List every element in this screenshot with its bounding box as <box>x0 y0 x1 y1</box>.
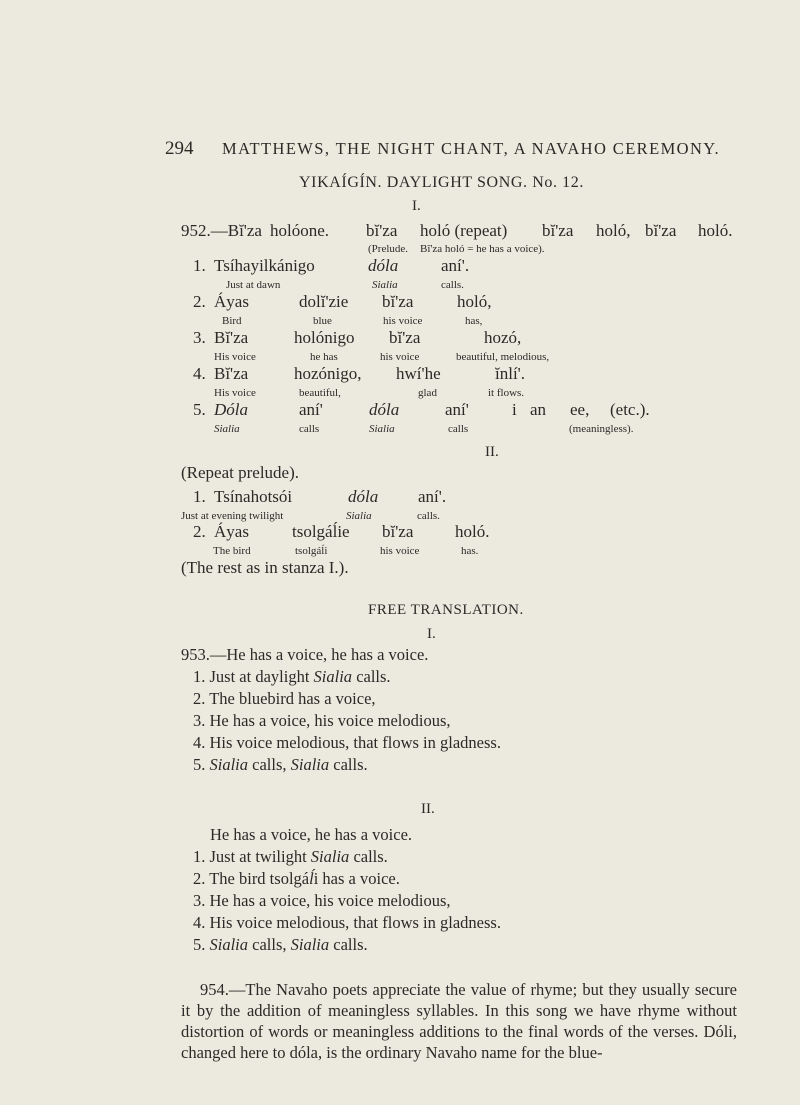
navaho-word: Bĭ'za <box>214 364 249 383</box>
navaho-word: holó. <box>455 522 490 541</box>
translation-line: 2. The bird tsolgáĺi has a voice. <box>193 869 400 888</box>
gloss-word: Sialia <box>369 423 395 435</box>
prelude-word: 952.—Bĭ'za <box>181 221 262 240</box>
gloss-word: (meaningless). <box>569 423 634 435</box>
gloss-word: The bird <box>213 545 251 557</box>
navaho-word: bĭ'za <box>382 522 414 541</box>
repeat-prelude-note: (Repeat prelude). <box>181 463 299 482</box>
line-number: 3. <box>193 328 206 347</box>
navaho-word: hozónigo, <box>294 364 362 383</box>
translation-line: 2. The bluebird has a voice, <box>193 689 376 708</box>
translation-line: 953.—He has a voice, he has a voice. <box>181 645 429 664</box>
gloss-word: calls <box>299 423 320 435</box>
gloss-word: calls. <box>441 279 464 291</box>
prelude-word: holó (repeat) <box>420 221 508 240</box>
page-number: 294 <box>165 138 194 159</box>
translation-line: 1. Just at daylight Sialia calls. <box>193 667 391 686</box>
gloss-word: has, <box>465 315 483 327</box>
navaho-word: aní' <box>445 400 469 419</box>
gloss-word: beautiful, melodious, <box>456 351 550 363</box>
line-number: 1. <box>193 256 206 275</box>
navaho-word: bĭ'za <box>389 328 421 347</box>
prelude-gloss-part: (Prelude. <box>368 243 409 255</box>
navaho-word: hozó, <box>484 328 522 347</box>
rest-as-stanza-note: (The rest as in stanza I.). <box>181 558 349 577</box>
navaho-word: aní'. <box>441 256 470 275</box>
line-number: 4. <box>193 364 206 383</box>
navaho-word: bĭ'za <box>382 292 414 311</box>
translation-line: 3. He has a voice, his voice melodious, <box>193 891 451 910</box>
translation-line: 4. His voice melodious, that flows in gladness. <box>193 913 501 932</box>
gloss-word: Just at dawn <box>226 279 281 291</box>
translation-line: 3. He has a voice, his voice melodious, <box>193 711 451 730</box>
prelude-word: bĭ'za <box>645 221 677 240</box>
prelude-gloss-part: Bĭ'za holó = he has a voice). <box>420 243 545 255</box>
gloss-word: it flows. <box>488 387 525 399</box>
translation-line: 5. Sialia calls, Sialia calls. <box>193 755 368 774</box>
prelude-word: bĭ'za <box>542 221 574 240</box>
gloss-word: has. <box>461 545 479 557</box>
navaho-word: Áyas <box>214 522 249 541</box>
translation-line: 1. Just at twilight Sialia calls. <box>193 847 388 866</box>
navaho-word: Tsíhayilkánigo <box>214 256 315 275</box>
navaho-word: holó, <box>457 292 492 311</box>
line-number: 2. <box>193 522 206 541</box>
gloss-word: tsolgáĺi <box>295 545 328 557</box>
running-title: MATTHEWS, THE NIGHT CHANT, A NAVAHO CEREMONY. <box>222 139 720 158</box>
navaho-word: aní' <box>299 400 323 419</box>
commentary-paragraph: 954.—The Navaho poets appreciate the value of rhyme; but they usually secure it by the addition of meaningless syllables. In this song we have rhyme without distortion of words or meaningless additions to the final words of the verses. Dóli, changed here to dóla, is the ordinary Navaho name for the blue- <box>181 980 737 1062</box>
navaho-word: ĭnlí'. <box>495 364 525 383</box>
song-title: YIKAÍGÍN. DAYLIGHT SONG. No. 12. <box>299 174 584 191</box>
gloss-word: Just at evening twilight <box>181 510 284 522</box>
navaho-word: ee, <box>570 400 590 419</box>
gloss-word: his voice <box>383 315 423 327</box>
navaho-word: holónigo <box>294 328 355 347</box>
stanza-1-number: I. <box>412 198 421 214</box>
translation-line: He has a voice, he has a voice. <box>210 825 413 844</box>
navaho-word: an <box>530 400 547 419</box>
gloss-word: His voice <box>214 351 256 363</box>
gloss-word: his voice <box>380 351 420 363</box>
prelude-word: holó. <box>698 221 733 240</box>
translation-stanza-2-number: II. <box>421 801 435 817</box>
prelude-word: holóone. <box>270 221 330 240</box>
navaho-word: (etc.). <box>610 400 650 419</box>
translation-line: 5. Sialia calls, Sialia calls. <box>193 935 368 954</box>
navaho-word: Áyas <box>214 292 249 311</box>
navaho-word: i <box>512 400 517 419</box>
gloss-word: his voice <box>380 545 420 557</box>
translation-heading: FREE TRANSLATION. <box>368 602 524 618</box>
gloss-word: Sialia <box>346 510 372 522</box>
gloss-word: Sialia <box>372 279 398 291</box>
navaho-word: aní'. <box>418 487 447 506</box>
navaho-word: Tsínahotsói <box>214 487 293 506</box>
navaho-word: hwí'he <box>396 364 441 383</box>
gloss-word: Sialia <box>214 423 240 435</box>
line-number: 2. <box>193 292 206 311</box>
line-number: 1. <box>193 487 206 506</box>
gloss-word: His voice <box>214 387 256 399</box>
gloss-word: beautiful, <box>299 387 341 399</box>
prelude-word: bĭ'za <box>366 221 398 240</box>
navaho-word: dóla <box>348 487 379 506</box>
navaho-word: dolĭ'zie <box>299 292 349 311</box>
navaho-word: dóla <box>368 256 399 275</box>
translation-line: 4. His voice melodious, that flows in gladness. <box>193 733 501 752</box>
translation-stanza-1-number: I. <box>427 626 436 642</box>
gloss-word: Bird <box>222 315 242 327</box>
navaho-word: dóla <box>369 400 400 419</box>
gloss-word: calls. <box>417 510 440 522</box>
navaho-word: tsolgáĺie <box>292 522 350 541</box>
navaho-word: Dóla <box>214 400 248 419</box>
navaho-word: Bĭ'za <box>214 328 249 347</box>
gloss-word: blue <box>313 315 332 327</box>
stanza-2-number: II. <box>485 444 499 460</box>
prelude-word: holó, <box>596 221 631 240</box>
gloss-word: glad <box>418 387 437 399</box>
line-number: 5. <box>193 400 206 419</box>
gloss-word: calls <box>448 423 469 435</box>
gloss-word: he has <box>310 351 338 363</box>
